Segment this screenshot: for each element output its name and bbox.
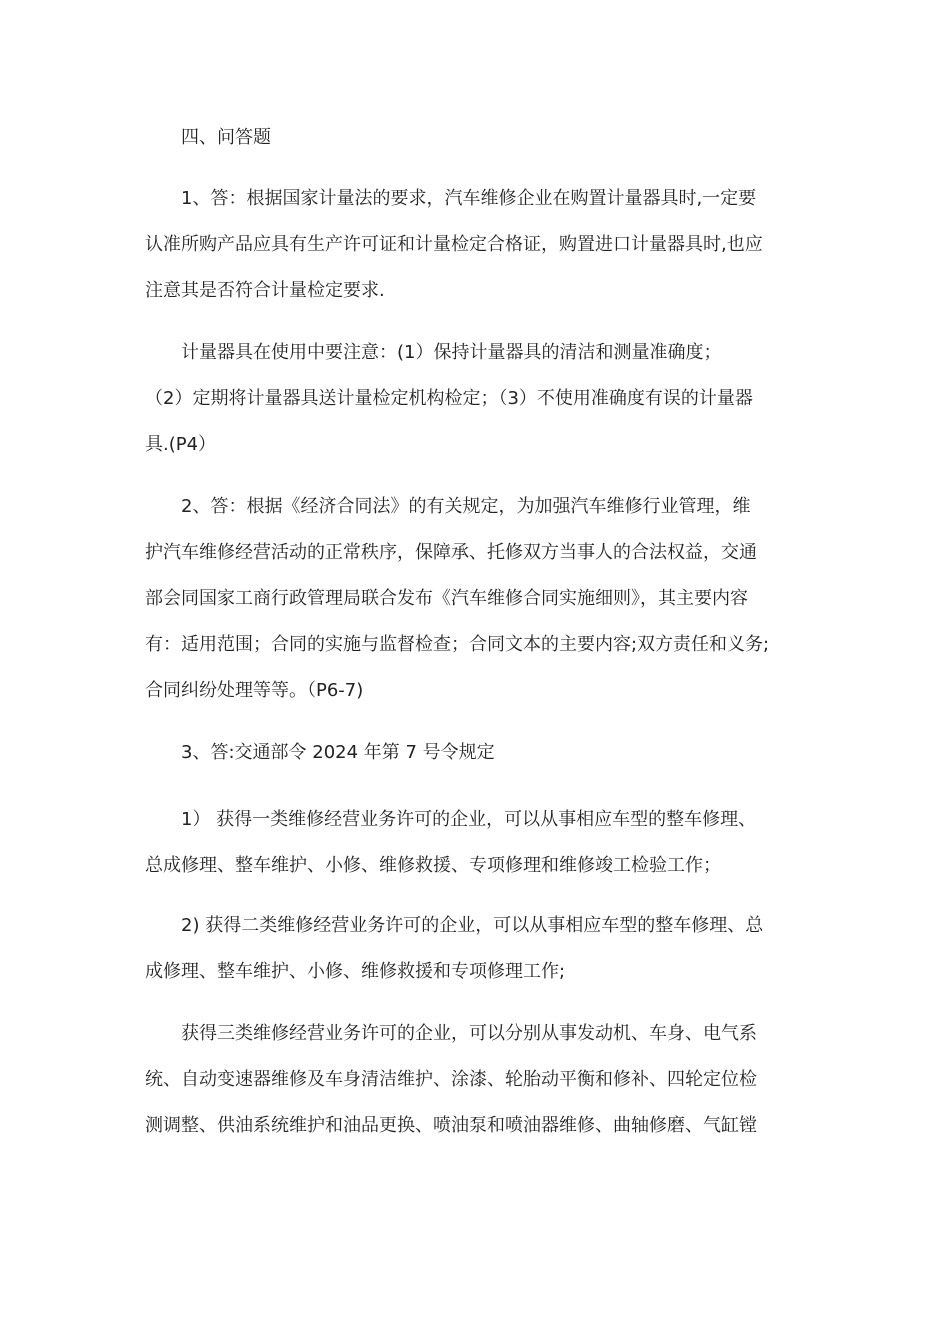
q3-item3-line-2: 统、自动变速器维修及车身清洁维护、涂漆、轮胎动平衡和修补、四轮定位检	[145, 1069, 757, 1090]
q1-usage-line-3: 具.(P4）	[145, 434, 217, 455]
q3-item3-line-3: 测调整、供油系统维护和油品更换、喷油泵和喷油器维修、曲轴修磨、气缸镗	[145, 1115, 757, 1136]
q3-item2-line-1: 2) 获得二类维修经营业务许可的企业，可以从事相应车型的整车修理、总	[181, 915, 764, 936]
q1-line-3: 注意其是否符合计量检定要求.	[145, 280, 385, 301]
q3-item3-line-1: 获得三类维修经营业务许可的企业，可以分别从事发动机、车身、电气系	[181, 1023, 757, 1044]
q3-item2-line-2: 成修理、整车维护、小修、维修救援和专项修理工作;	[145, 961, 566, 982]
q2-line-5: 合同纠纷处理等等。（P6-7)	[145, 680, 364, 701]
q3-heading: 3、答:交通部令 2024 年第 7 号令规定	[181, 742, 495, 763]
q1-usage-line-1: 计量器具在使用中要注意：(1）保持计量器具的清洁和测量准确度；	[181, 342, 722, 363]
q3-item1-line-2: 总成修理、整车维护、小修、维修救援、专项修理和维修竣工检验工作；	[145, 855, 721, 876]
q2-line-1: 2、答：根据《经济合同法》的有关规定，为加强汽车维修行业管理，维	[181, 496, 751, 517]
q2-line-3: 部会同国家工商行政管理局联合发布《汽车维修合同实施细则》，其主要内容	[145, 588, 748, 609]
q1-usage-line-2: （2）定期将计量器具送计量检定机构检定；（3）不使用准确度有误的计量器	[145, 388, 753, 409]
q2-line-4: 有：适用范围；合同的实施与监督检查；合同文本的主要内容;双方责任和义务;	[145, 634, 770, 655]
q2-line-2: 护汽车维修经营活动的正常秩序，保障承、托修双方当事人的合法权益，交通	[145, 542, 757, 563]
section-heading: 四、问答题	[181, 127, 271, 148]
q1-line-2: 认准所购产品应具有生产许可证和计量检定合格证，购置进口计量器具时,也应	[145, 234, 763, 255]
q1-line-1: 1、答：根据国家计量法的要求，汽车维修企业在购置计量器具时,一定要	[181, 188, 757, 209]
q3-item1-line-1: 1） 获得一类维修经营业务许可的企业，可以从事相应车型的整车修理、	[181, 809, 757, 830]
